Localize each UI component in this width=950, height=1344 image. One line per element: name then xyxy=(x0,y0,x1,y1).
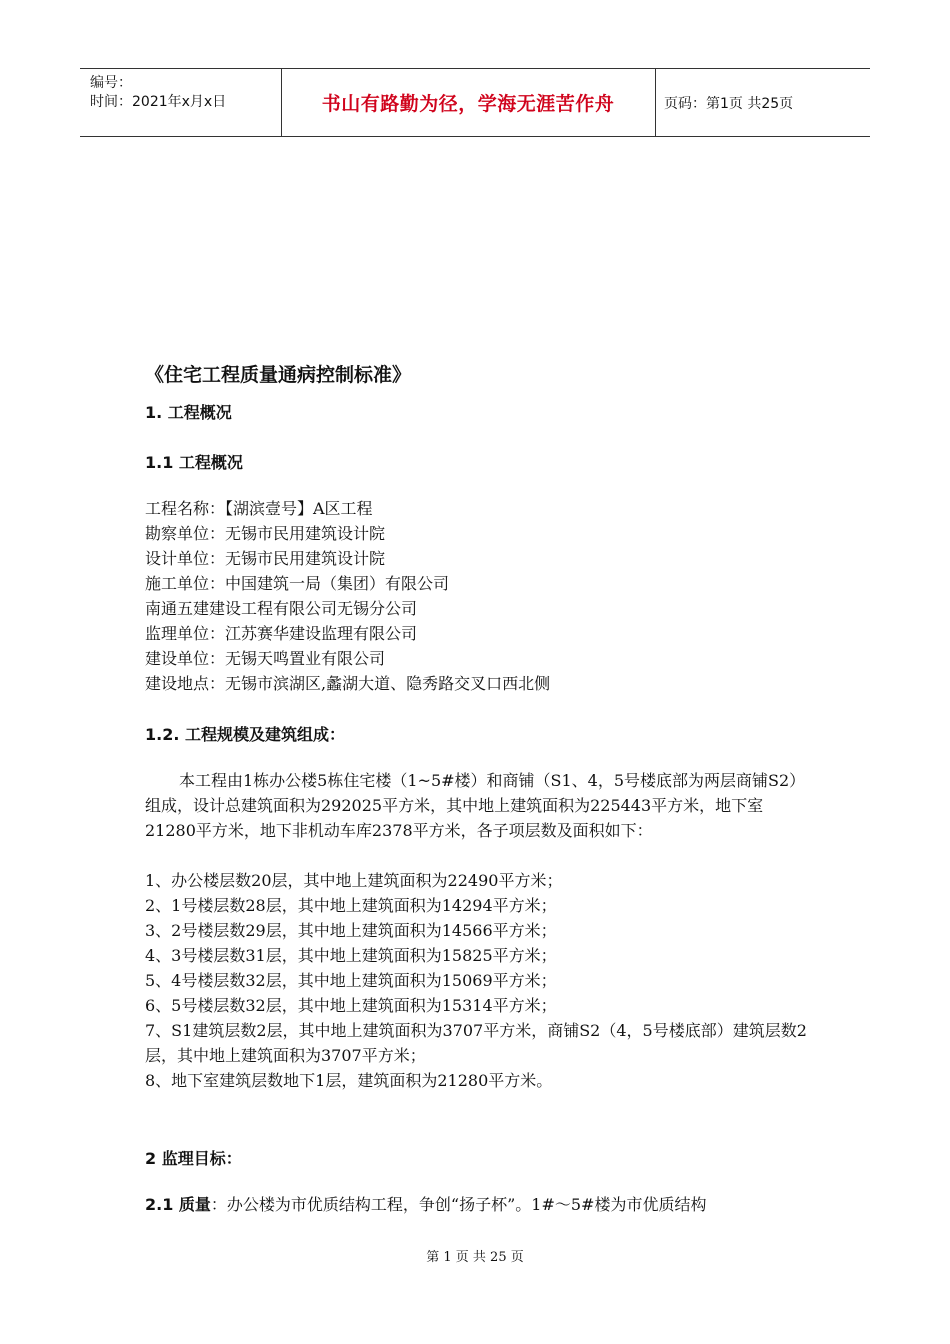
quality-line xyxy=(145,1192,706,1217)
info-line: 监理单位：江苏赛华建设监理有限公司 xyxy=(145,624,418,643)
info-line: 建设单位：无锡天鸣置业有限公司 xyxy=(145,649,386,668)
info-line: 施工单位：中国建筑一局（集团）有限公司 xyxy=(145,574,450,593)
scale-paragraph-text: 本工程由1栋办公楼5栋住宅楼（1~5#楼）和商铺（S1、4，5号楼底部为两层商铺S2）组成，设计总建筑面积为292025平方米，其中地上建筑面积为225443平方米，地下室21280平方米，地下非机动车库2378平方米，各子项层数及面积如下： xyxy=(145,771,806,840)
list-item: 4、3号楼层数31层，其中地上建筑面积为15825平方米； xyxy=(145,946,557,965)
page-footer: 第 1 页 共 25 页 xyxy=(426,1250,524,1265)
header-divider xyxy=(655,69,656,136)
list-item: 1、办公楼层数20层，其中地上建筑面积为22490平方米； xyxy=(145,871,563,890)
info-line: 设计单位：无锡市民用建筑设计院 xyxy=(145,549,386,568)
list-item: 6、5号楼层数32层，其中地上建筑面积为15314平方米； xyxy=(145,996,557,1015)
header-motto: 书山有路勤为径，学海无涯苦作舟 xyxy=(321,93,615,115)
header-page-info: 页码：第1页 共25页 xyxy=(664,95,794,112)
document-time-label: 时间：2021年x月x日 xyxy=(90,94,227,110)
list-item: 7、S1建筑层数2层，其中地上建筑面积为3707平方米，商铺S2（4，5号楼底部）建筑层数2层，其中地上建筑面积为3707平方米； xyxy=(145,1021,807,1065)
document-number-label: 编号： xyxy=(90,75,132,91)
section-heading-2: 2 监理目标： xyxy=(145,1149,242,1168)
quality-lead: 2.1 质量 xyxy=(145,1195,211,1214)
section-heading-1-2: 1.2. 工程规模及建筑组成： xyxy=(145,725,345,744)
info-line: 工程名称：【湖滨壹号】A区工程 xyxy=(145,499,373,518)
list-item: 5、4号楼层数32层，其中地上建筑面积为15069平方米； xyxy=(145,971,557,990)
section-heading-1-1: 1.1 工程概况 xyxy=(145,453,243,472)
list-item: 8、地下室建筑层数地下1层，建筑面积为21280平方米。 xyxy=(145,1071,553,1090)
section-heading-1: 1. 工程概况 xyxy=(145,403,232,422)
scale-paragraph xyxy=(145,768,810,843)
document-title: 《住宅工程质量通病控制标准》 xyxy=(145,364,412,386)
info-line: 勘察单位：无锡市民用建筑设计院 xyxy=(145,524,386,543)
quality-text: ：办公楼为市优质结构工程，争创“扬子杯”。1#～5#楼为市优质结构 xyxy=(210,1195,707,1214)
list-item: 2、1号楼层数28层，其中地上建筑面积为14294平方米； xyxy=(145,896,557,915)
info-line: 建设地点：无锡市滨湖区,蠡湖大道、隐秀路交叉口西北侧 xyxy=(145,674,551,693)
list-item: 3、2号楼层数29层，其中地上建筑面积为14566平方米； xyxy=(145,921,557,940)
info-line: 南通五建建设工程有限公司无锡分公司 xyxy=(145,599,418,618)
page-header xyxy=(80,68,870,137)
